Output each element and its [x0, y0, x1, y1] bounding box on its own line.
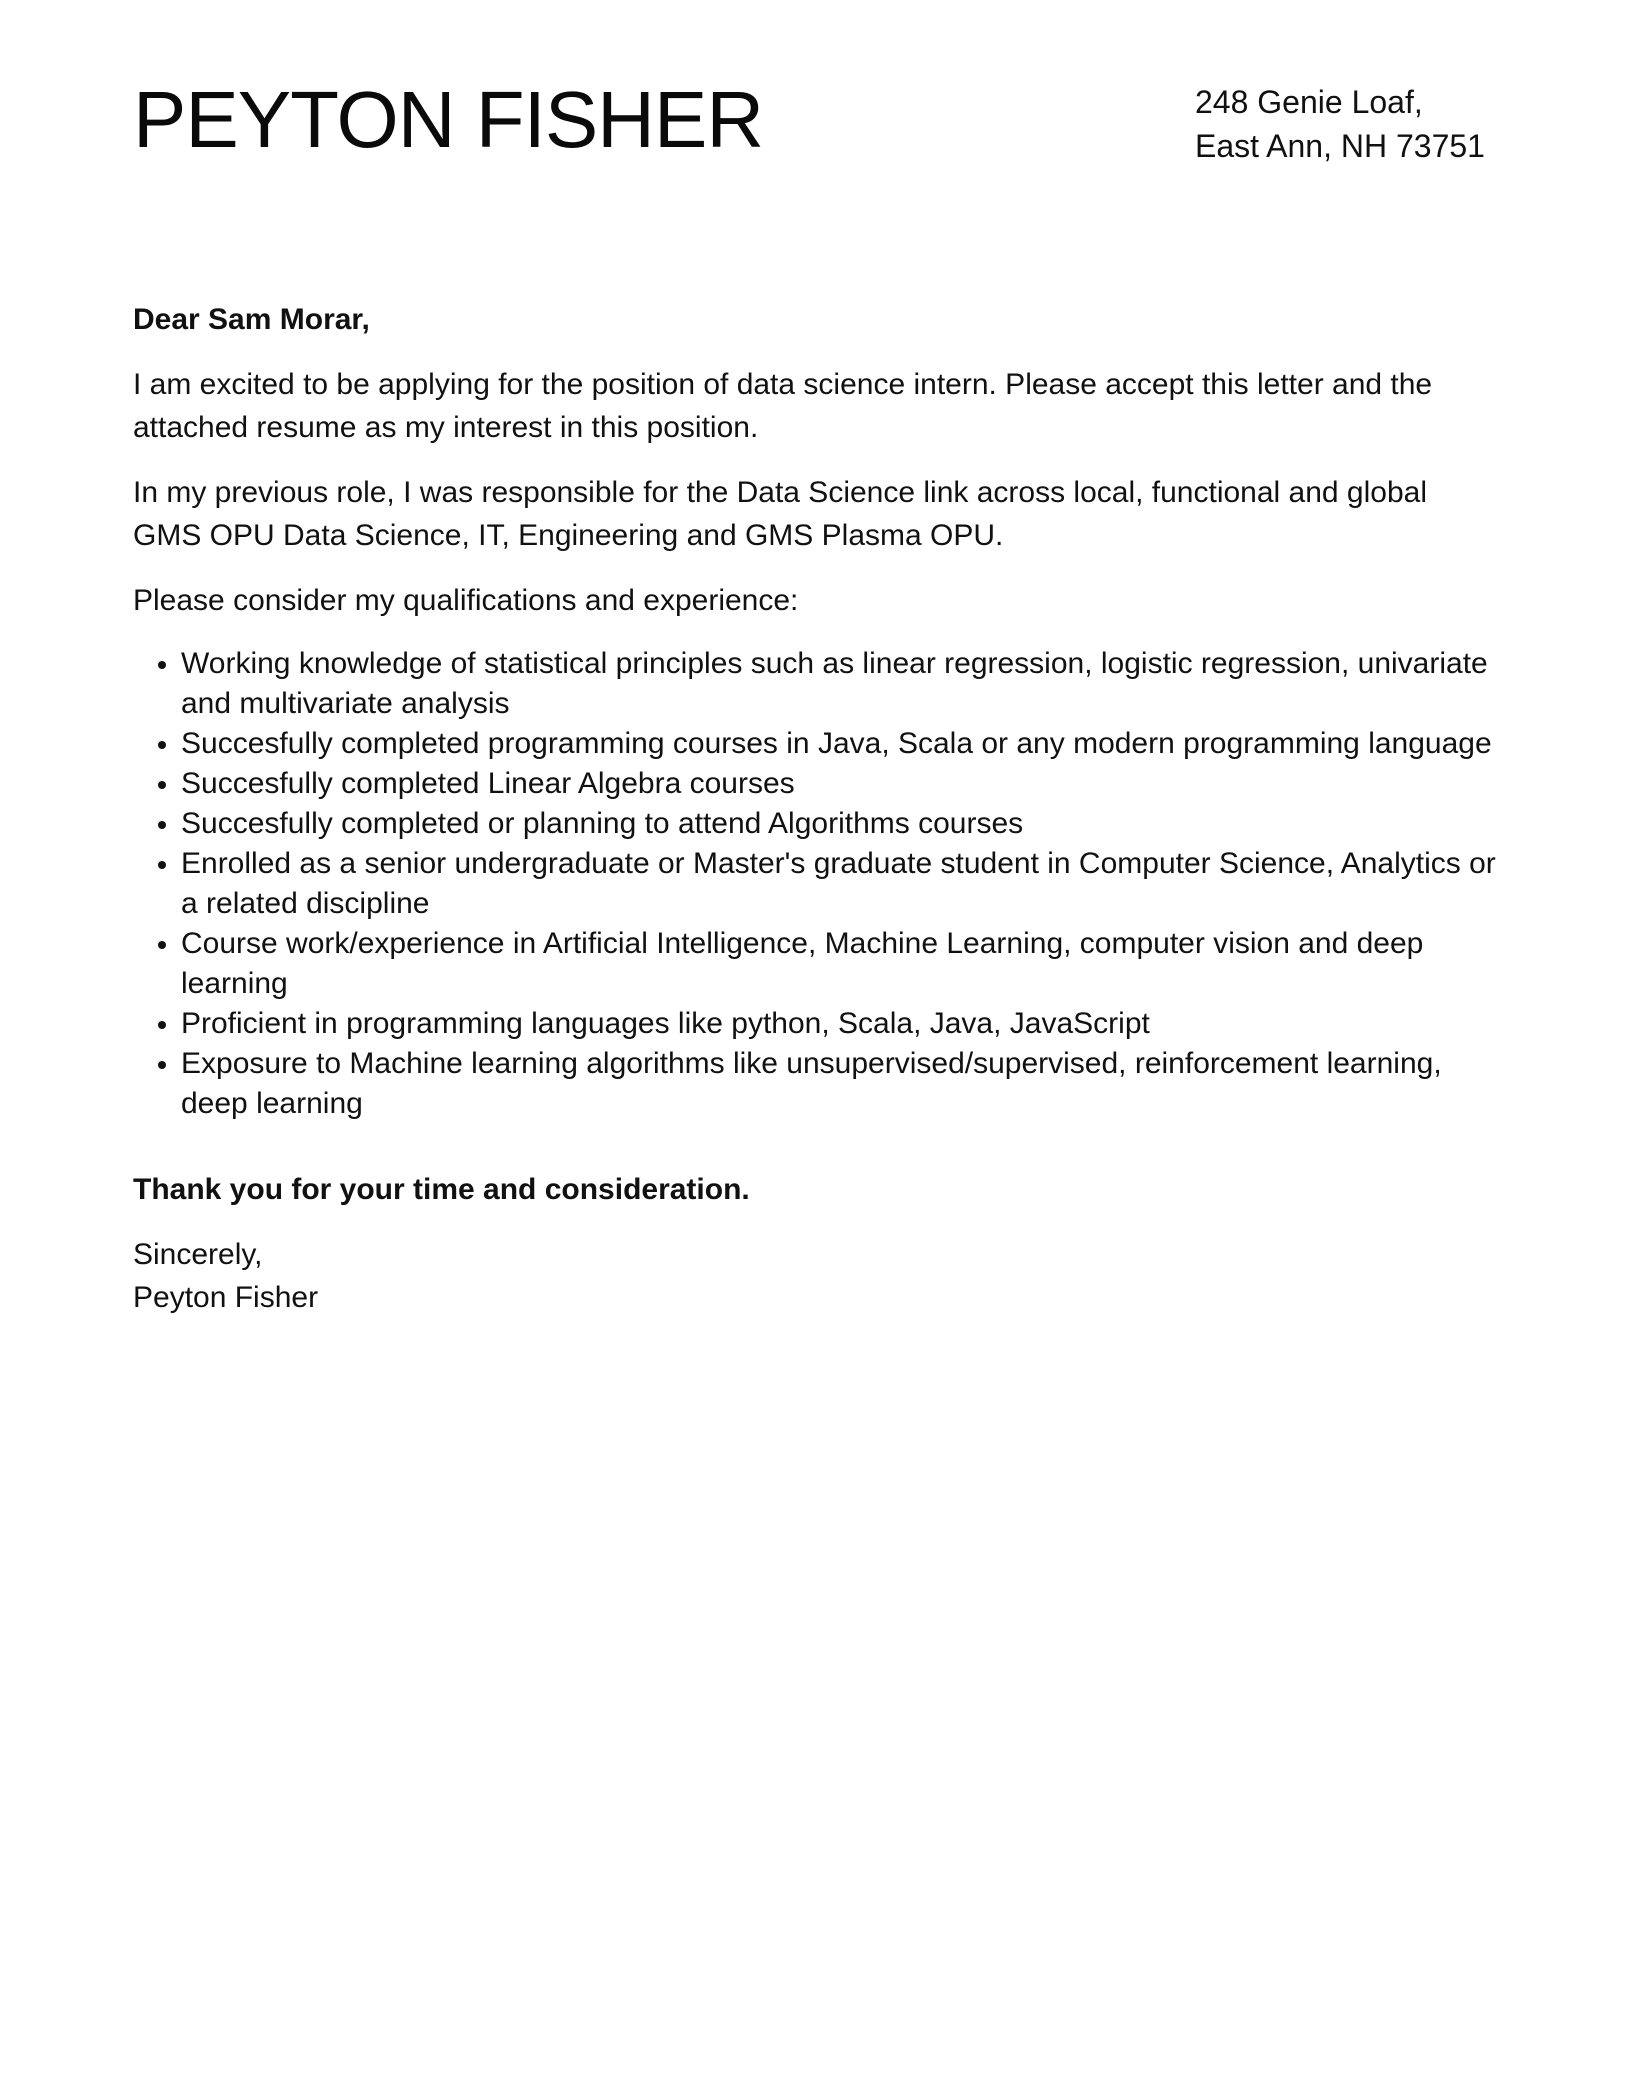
intro-paragraph: I am excited to be applying for the position of data science intern. Please accept this letter and the attached resume as my interest in this position.: [133, 368, 1433, 444]
closing-block: [133, 1233, 1503, 1319]
qualification-item: Enrolled as a senior undergraduate or Master's graduate student in Computer Science, Analytics or a related discipline: [181, 844, 1503, 924]
qualification-item: Succesfully completed or planning to attend Algorithms courses: [181, 804, 1503, 844]
previous-role-paragraph: In my previous role, I was responsible for the Data Science link across local, functional and global GMS OPU Data Science, IT, Engineering and GMS Plasma OPU.: [133, 476, 1427, 552]
qualification-item: Succesfully completed Linear Algebra courses: [181, 764, 1503, 804]
letter-body: [133, 298, 1503, 1319]
qualification-item: Succesfully completed programming courses in Java, Scala or any modern programming language: [181, 724, 1503, 764]
thank-you-line: Thank you for your time and consideration.: [133, 1173, 750, 1206]
qualification-item: Exposure to Machine learning algorithms like unsupervised/supervised, reinforcement learning, deep learning: [181, 1044, 1503, 1124]
applicant-address: [1195, 80, 1485, 168]
qualifications-list: [133, 644, 1503, 1124]
qualification-item: Working knowledge of statistical principles such as linear regression, logistic regression, univariate and multivariate analysis: [181, 644, 1503, 724]
qualification-item: Course work/experience in Artificial Intelligence, Machine Learning, computer vision and deep learning: [181, 924, 1503, 1004]
applicant-name-heading: PEYTON FISHER: [133, 75, 764, 164]
signature-name: Peyton Fisher: [133, 1281, 319, 1314]
address-line-street: 248 Genie Loaf,: [1195, 84, 1423, 120]
salutation: Dear Sam Morar,: [133, 303, 370, 336]
qualification-item: Proficient in programming languages like python, Scala, Java, JavaScript: [181, 1004, 1503, 1044]
qualifications-intro: Please consider my qualifications and experience:: [133, 584, 799, 617]
address-line-city: East Ann, NH 73751: [1195, 128, 1485, 164]
closing-phrase: Sincerely,: [133, 1238, 263, 1271]
